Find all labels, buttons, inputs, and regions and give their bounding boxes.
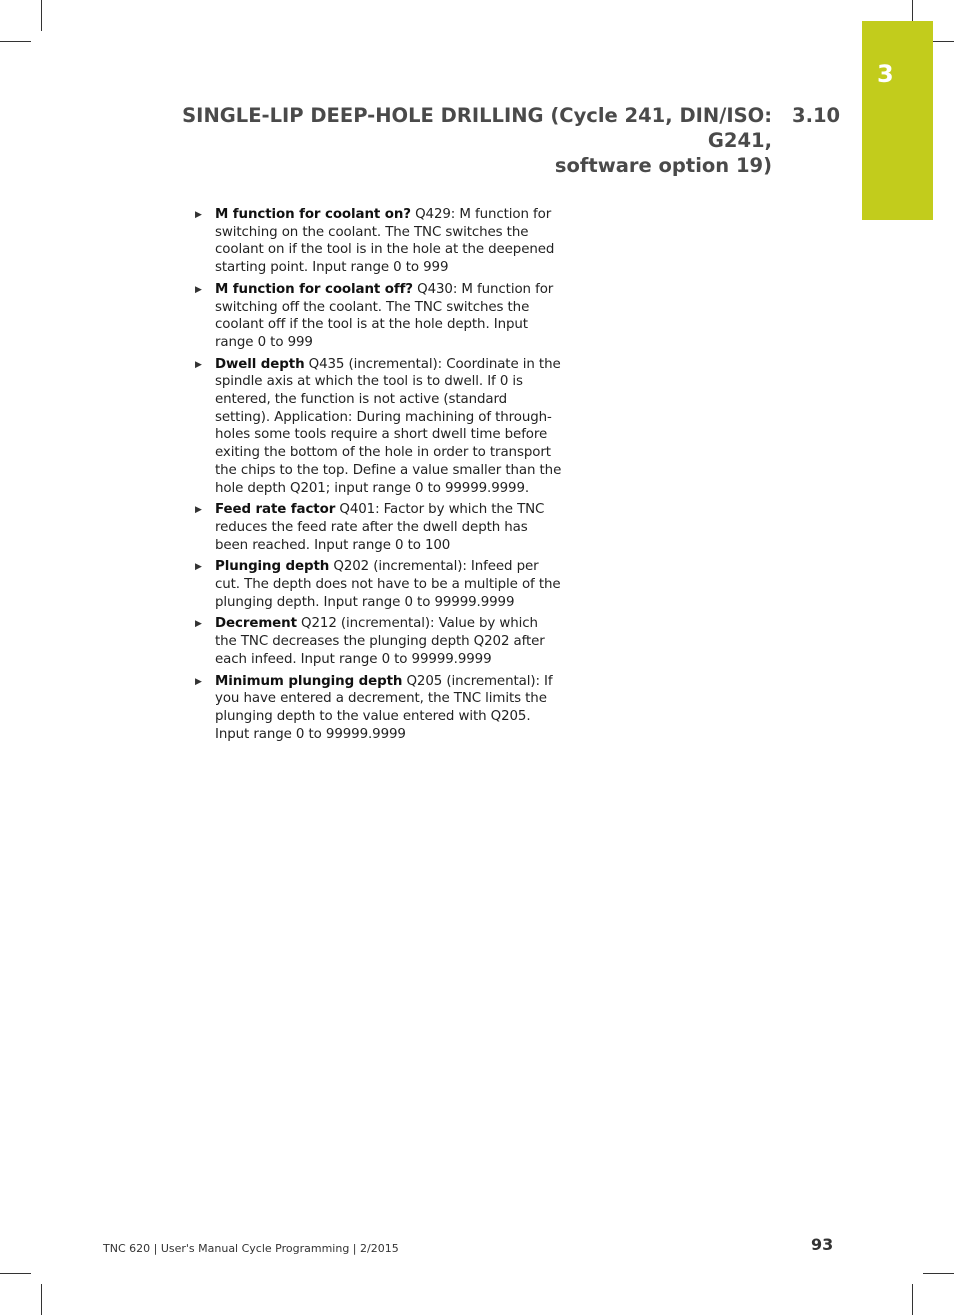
parameter-term: Feed rate factor [215,502,336,518]
triangle-right-icon: ▶ [195,562,202,573]
parameter-term: Plunging depth [215,559,330,575]
parameter-description: Q202 (incremental): Infeed per cut. The depth does not have to be a multiple of the plunging depth. Input range 0 to 99999.9999 [215,559,561,610]
chapter-tab [862,21,933,220]
parameter-term: M function for coolant on? [215,207,411,222]
triangle-right-icon: ▶ [195,505,202,516]
parameter-description: Q429: M function for switching on the coolant. The TNC switches the coolant on if the tool is in the hole at the deepened starting point. Input range 0 to 999 [215,207,555,276]
parameter-term: M function for coolant off? [215,281,413,297]
chapter-number: 3 [877,60,894,88]
parameter-description: Q205 (incremental): If you have entered a decrement, the TNC limits the plunging depth to the value entered with Q205. Input range 0 to 99999.9999 [215,673,553,742]
list-item [193,615,563,668]
parameter-list [193,206,563,747]
section-number: 3.10 [792,104,841,127]
crop-mark [923,1273,954,1274]
page-number: 93 [811,1235,834,1254]
crop-mark [0,41,31,42]
list-item [193,558,563,611]
triangle-right-icon: ▶ [195,284,202,295]
crop-mark [0,1273,31,1274]
parameter-description: Q430: M function for switching off the coolant. The TNC switches the coolant off if the tool is at the hole depth. Input range 0 to 999 [215,281,554,350]
page-title [132,103,772,178]
crop-mark [912,1284,913,1315]
page-title-line-2: software option 19) [554,154,772,177]
crop-mark [41,1284,42,1315]
page-title-line-1: SINGLE-LIP DEEP-HOLE DRILLING (Cycle 241, DIN/ISO: G241, [182,104,772,152]
list-item [193,501,563,554]
parameter-term: Decrement [215,616,297,632]
list-item [193,356,563,498]
triangle-right-icon: ▶ [195,619,202,630]
list-item [193,206,563,277]
crop-mark [41,0,42,31]
footer-text: TNC 620 | User's Manual Cycle Programming | 2/2015 [103,1242,399,1255]
parameter-description: Q212 (incremental): Value by which the TNC decreases the plunging depth Q202 after each infeed. Input range 0 to 99999.9999 [215,616,545,667]
triangle-right-icon: ▶ [195,676,202,687]
triangle-right-icon: ▶ [195,359,202,370]
list-item [193,281,563,352]
list-item [193,673,563,744]
parameter-term: Dwell depth [215,356,305,372]
parameter-description: Q401: Factor by which the TNC reduces the feed rate after the dwell depth has been reached. Input range 0 to 100 [215,502,545,553]
triangle-right-icon: ▶ [195,210,202,220]
parameter-description: Q435 (incremental): Coordinate in the spindle axis at which the tool is to dwell. If 0 is entered, the function is not active (standard setting). Application: During machining of through-holes some tools require a short dwell time before exiting the bottom of the hole in order to transport the chips to the top. Define a value smaller than the hole depth Q201; input range 0 to 99999.9999. [215,356,562,496]
parameter-term: Minimum plunging depth [215,673,403,689]
